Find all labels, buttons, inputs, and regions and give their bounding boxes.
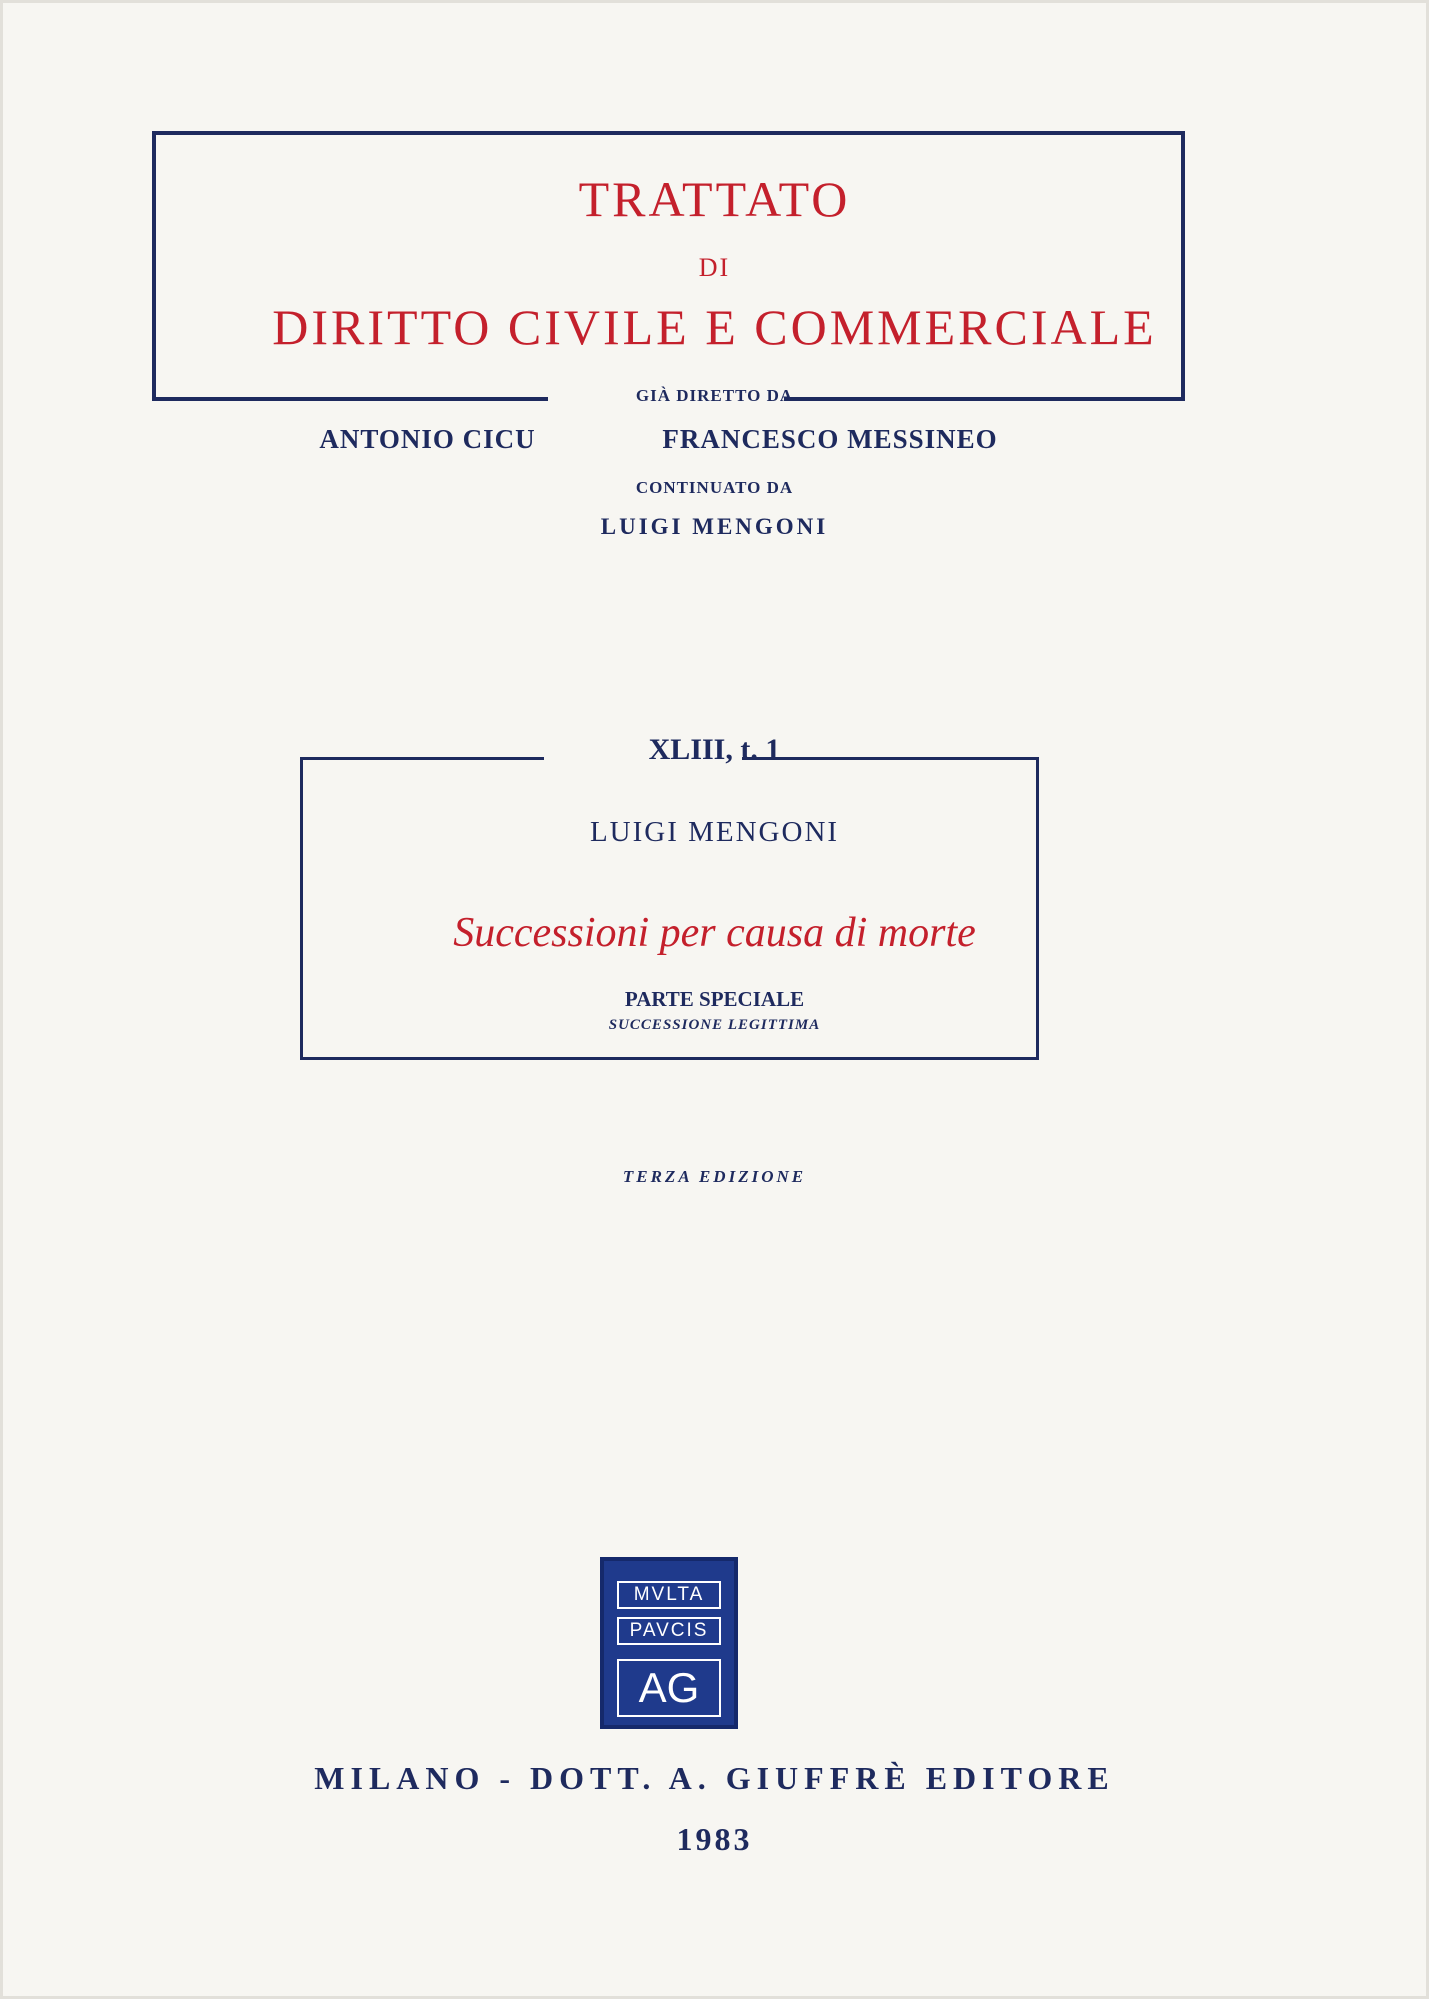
- series-title-line1: TRATTATO: [578, 171, 851, 227]
- volume-number: XLIII, t. 1: [648, 733, 781, 766]
- edition-label: TERZA EDIZIONE: [622, 1167, 807, 1186]
- publisher-logo: [600, 1557, 738, 1729]
- series-title-line3: DIRITTO CIVILE E COMMERCIALE: [272, 299, 1157, 355]
- directed-by-label: GIÀ DIRETTO DA: [635, 386, 794, 405]
- volume-part: PARTE SPECIALE: [624, 987, 805, 1011]
- volume-subtitle: SUCCESSIONE LEGITTIMA: [608, 1017, 821, 1033]
- continued-by-label: CONTINUATO DA: [635, 478, 794, 497]
- volume-title: Successioni per causa di morte: [453, 910, 976, 956]
- logo-motto-line1: MVLTA: [617, 1581, 721, 1609]
- continued-by-name: LUIGI MENGONI: [600, 514, 829, 539]
- director-name-1: ANTONIO CICU: [319, 424, 536, 454]
- logo-motto-line2: PAVCIS: [617, 1617, 721, 1645]
- publication-year: 1983: [676, 1821, 753, 1857]
- publisher-imprint: MILANO - DOTT. A. GIUFFRÈ EDITORE: [314, 1760, 1115, 1796]
- volume-author: LUIGI MENGONI: [589, 816, 840, 848]
- series-title-line2: DI: [698, 253, 731, 282]
- director-name-2: FRANCESCO MESSINEO: [662, 424, 998, 454]
- logo-monogram: AG: [617, 1659, 721, 1717]
